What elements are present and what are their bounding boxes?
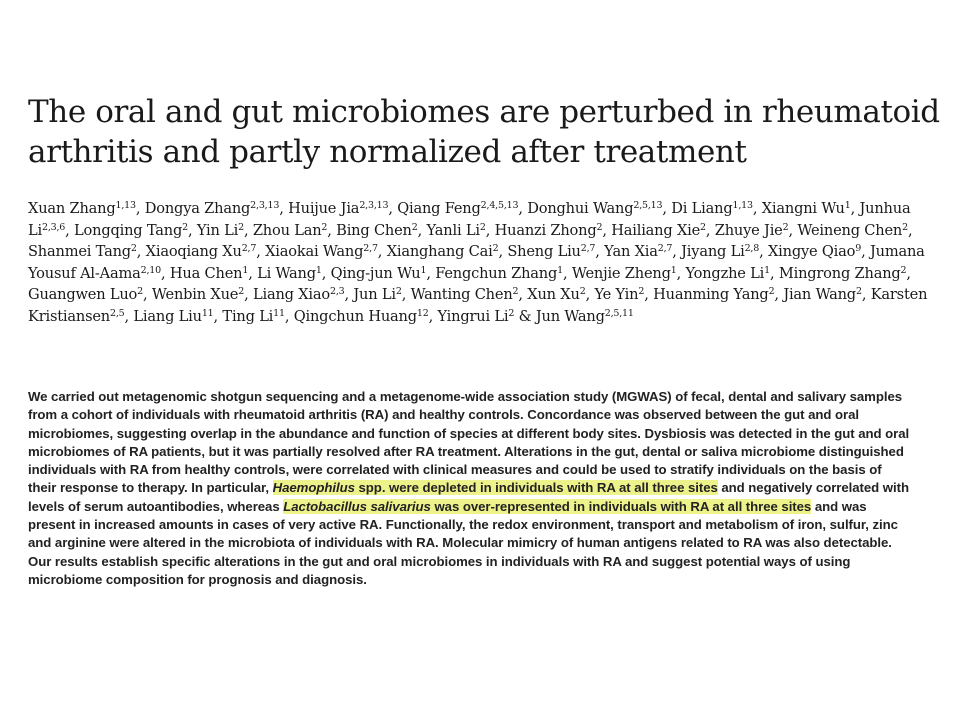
author-name: Huanzi Zhong — [494, 221, 597, 239]
author-list: Xuan Zhang$^{1,13}$, Dongya Zhang$^{2,3,13}$, Huijue Jia$^{2,3,13}$, Qiang Feng$^{2,4,5,13}$, Donghui Wang$^{2,5,13}$, Di Liang$^{1,13}$, Xiangni Wu$^1$, Junhua Li$^{2,3,6}$, Longqing Tang$^2$, Yin Li$^2$, Zhou Lan$^2$, Bing Chen$^2$, Yanli Li$^2$, Huanzi Zhong$^2$, Hailiang Xie$^2$, Zhuye Jie$^2$, Weineng Chen$^2$, Shanmei Tang$^2$, Xiaoqiang Xu$^{2,7}$, Xiaokai Wang$^{2,7}$, Xianghang Cai$^2$, Sheng Liu$^{2,7}$, Yan Xia$^{2,7}$, Jiyang Li$^{2,8}$, Xingye Qiao$^9$, Jumana Yousuf Al-Aama$^{2,10}$, Hua Chen$^1$, Li Wang$^1$, Qing-jun Wu$^1$, Fengchun Zhang$^1$, Wenjie Zheng$^1$, Yongzhe Li$^1$, Mingrong Zhang$^2$, Guangwen Luo$^2$, Wenbin Xue$^2$, Liang Xiao$^{2,3}$, Jun Li$^2$, Wanting Chen$^2$, Xun Xu$^2$, Ye Yin$^2$, Huanming Yang$^2$, Jian Wang$^2$, Karsten Kristiansen$^{2,5}$, Liang Liu$^{11}$, Ting Li$^{11}$, Qingchun Huang$^{12}$, Yingrui Li$^2$ & Jun Wang$^{2,5,11}$ — [28, 200, 928, 325]
species-name-haemophilus: Haemophilus — [272, 480, 355, 496]
author-name: Jiyang Li — [681, 243, 745, 260]
author-affiliation: 2 — [855, 286, 862, 297]
author-affiliation: 2,5,11 — [604, 307, 634, 319]
author-name: Yan Xia — [604, 243, 658, 260]
author-affiliation: 2,8 — [744, 243, 760, 254]
author-affiliation: 1 — [420, 264, 427, 276]
author-affiliation: 2 — [395, 286, 402, 297]
author-name: Huijue Jia — [288, 200, 360, 217]
author-name: Yingrui Li — [437, 307, 509, 325]
author-affiliation: 1 — [844, 200, 851, 211]
author-name: Zhou Lan — [252, 221, 322, 239]
author-name: Xianghang Cai — [386, 243, 493, 260]
author-name: Xiaoqiang Xu — [145, 243, 242, 260]
author-affiliation: 2 — [596, 221, 603, 233]
author-affiliation: 2,3,13 — [359, 200, 389, 211]
author-name: Qiang Feng — [397, 200, 481, 217]
author-affiliation: 2,5 — [110, 307, 125, 319]
author-name: Xun Xu — [527, 286, 580, 303]
abstract-text-1: We carried out metagenomic shotgun sequencing and a metagenome-wide association study (MGWAS) of fecal, dental and salivary samples from a cohort of individuals with rheumatoid arthritis (RA) and healthy controls. Concordance was observed between the gut and oral microbiomes, suggesting overlap in the abundance and function of species at different body sites. Dysbiosis was detected in the gut and oral microbiomes of RA patients, but it was partially resolved after RA treatment. Alterations in the gut, dental or saliva microbiome distinguished individuals with RA from healthy controls, were correlated with clinical measures and could be used to stratify individuals on the basis of their response to therapy. In particular, — [28, 389, 910, 496]
author-affiliation: 2 — [321, 221, 328, 233]
author-affiliation: 2,3,6 — [41, 221, 66, 233]
author-affiliation: 2 — [900, 264, 907, 276]
author-name: Di Liang — [671, 200, 733, 217]
author-affiliation: 1,13 — [732, 200, 753, 211]
author-name: Zhuye Jie — [714, 221, 783, 239]
abstract-text-3: and was present in increased amounts in cases of very active RA. Functionally, the redox environment, transport and metabolism of iron, sulfur, zinc and arginine were altered in the microbiota of individuals with RA. Molecular mimicry of human antigens related to RA was also detectable. Our results establish specific alterations in the gut and oral microbiomes in individuals with RA and suggest potential ways of using microbiome composition for prognosis and diagnosis. — [28, 498, 898, 587]
author-name: Bing Chen — [336, 221, 412, 239]
author-name: Liang Liu — [133, 307, 202, 325]
author-name: Huanming Yang — [653, 286, 769, 303]
author-affiliation: 1 — [315, 264, 322, 276]
author-name: Hailiang Xie — [611, 221, 701, 239]
author-name: Donghui Wang — [527, 200, 634, 217]
author-affiliation: 1 — [557, 264, 563, 276]
author-name: Shanmei Tang — [28, 243, 131, 260]
author-name: Liang Xiao — [252, 286, 330, 303]
highlight-lactobacillus-text: was over-represented in individuals with RA at all three sites — [430, 498, 812, 514]
author-affiliation: 2,3 — [329, 286, 345, 297]
author-name: Dongya Zhang — [144, 200, 251, 217]
author-affiliation: 2 — [492, 243, 499, 254]
author-name: Yanli Li — [426, 221, 480, 239]
author-name: Jumana Yousuf Al-Aama — [28, 243, 925, 282]
author-name: Jun Li — [353, 286, 396, 303]
author-affiliation: 2 — [411, 221, 418, 233]
author-affiliation: 2,7 — [241, 243, 257, 254]
author-affiliation: 2 — [130, 243, 137, 254]
author-name: Sheng Liu — [507, 243, 581, 260]
author-affiliation: 2,5,13 — [633, 200, 663, 211]
author-name: Yongzhe Li — [685, 264, 765, 282]
author-affiliation: 1,13 — [115, 200, 136, 211]
author-affiliation: 1 — [764, 264, 770, 276]
author-affiliation: 2,7 — [580, 243, 596, 254]
author-affiliation: 9 — [855, 243, 862, 254]
author-name: Qingchun Huang — [293, 307, 417, 325]
author-name: Weineng Chen — [797, 221, 903, 239]
highlight-lactobacillus — [283, 499, 811, 514]
author-affiliation: 11 — [273, 307, 285, 319]
author-affiliation: 2 — [768, 286, 775, 297]
author-name: Mingrong Zhang — [778, 264, 901, 282]
author-name: Ting Li — [222, 307, 274, 325]
author-name: Ye Yin — [594, 286, 639, 303]
author-affiliation: 2 — [638, 286, 645, 297]
author-name: Xingye Qiao — [767, 243, 856, 260]
author-name: Wenjie Zheng — [571, 264, 671, 282]
author-affiliation: 1 — [242, 264, 249, 276]
author-affiliation: 2 — [579, 286, 586, 297]
author-affiliation: 12 — [416, 307, 429, 319]
abstract-text-2: and negatively correlated with levels of serum autoantibodies, whereas — [28, 480, 909, 514]
author-affiliation: 2,3,13 — [250, 200, 280, 211]
author-affiliation: 2 — [508, 307, 515, 319]
author-name: Xuan Zhang — [28, 200, 116, 217]
author-affiliation: 2,4,5,13 — [480, 200, 519, 211]
author-affiliation: 2,7 — [657, 243, 673, 254]
author-affiliation: 1 — [670, 264, 677, 276]
author-name: Wenbin Xue — [151, 286, 239, 303]
author-affiliation: 2 — [512, 286, 519, 297]
author-affiliation: 2 — [902, 221, 908, 233]
author-name: Karsten Kristiansen — [28, 286, 928, 325]
author-affiliation: 2 — [238, 221, 244, 233]
author-name: Li Wang — [257, 264, 316, 282]
author-affiliation: 2 — [137, 286, 144, 297]
author-name: Yin Li — [196, 221, 239, 239]
author-name: Xiaokai Wang — [265, 243, 364, 260]
author-affiliation: 11 — [201, 307, 214, 319]
author-affiliation: 2,7 — [363, 243, 378, 254]
author-name: Jun Wang — [535, 307, 605, 325]
author-name: Wanting Chen — [410, 286, 513, 303]
author-name: Hua Chen — [169, 264, 243, 282]
author-affiliation: 2,10 — [140, 264, 161, 276]
author-affiliation: 2 — [182, 221, 188, 233]
author-name: Longqing Tang — [74, 221, 183, 239]
author-affiliation: 2 — [479, 221, 486, 233]
species-name-lactobacillus: Lactobacillus salivarius — [283, 498, 431, 514]
author-name: Xiangni Wu — [761, 200, 845, 217]
author-affiliation: 2 — [700, 221, 706, 233]
author-name: Guangwen Luo — [28, 286, 138, 303]
author-name: Jian Wang — [783, 286, 856, 303]
author-name: Junhua Li — [28, 200, 911, 239]
author-name: Fengchun Zhang — [435, 264, 558, 282]
paper-title: The oral and gut microbiomes are perturbed in rheumatoid arthritis and partly normalized after treatment — [28, 94, 940, 170]
author-affiliation: 2 — [238, 286, 245, 297]
highlight-haemophilus — [273, 480, 718, 495]
author-affiliation: 2 — [782, 221, 789, 233]
author-name: Qing-jun Wu — [330, 264, 421, 282]
highlight-haemophilus-text: spp. were depleted in individuals with RA at all three sites — [354, 480, 718, 496]
abstract — [28, 388, 912, 589]
